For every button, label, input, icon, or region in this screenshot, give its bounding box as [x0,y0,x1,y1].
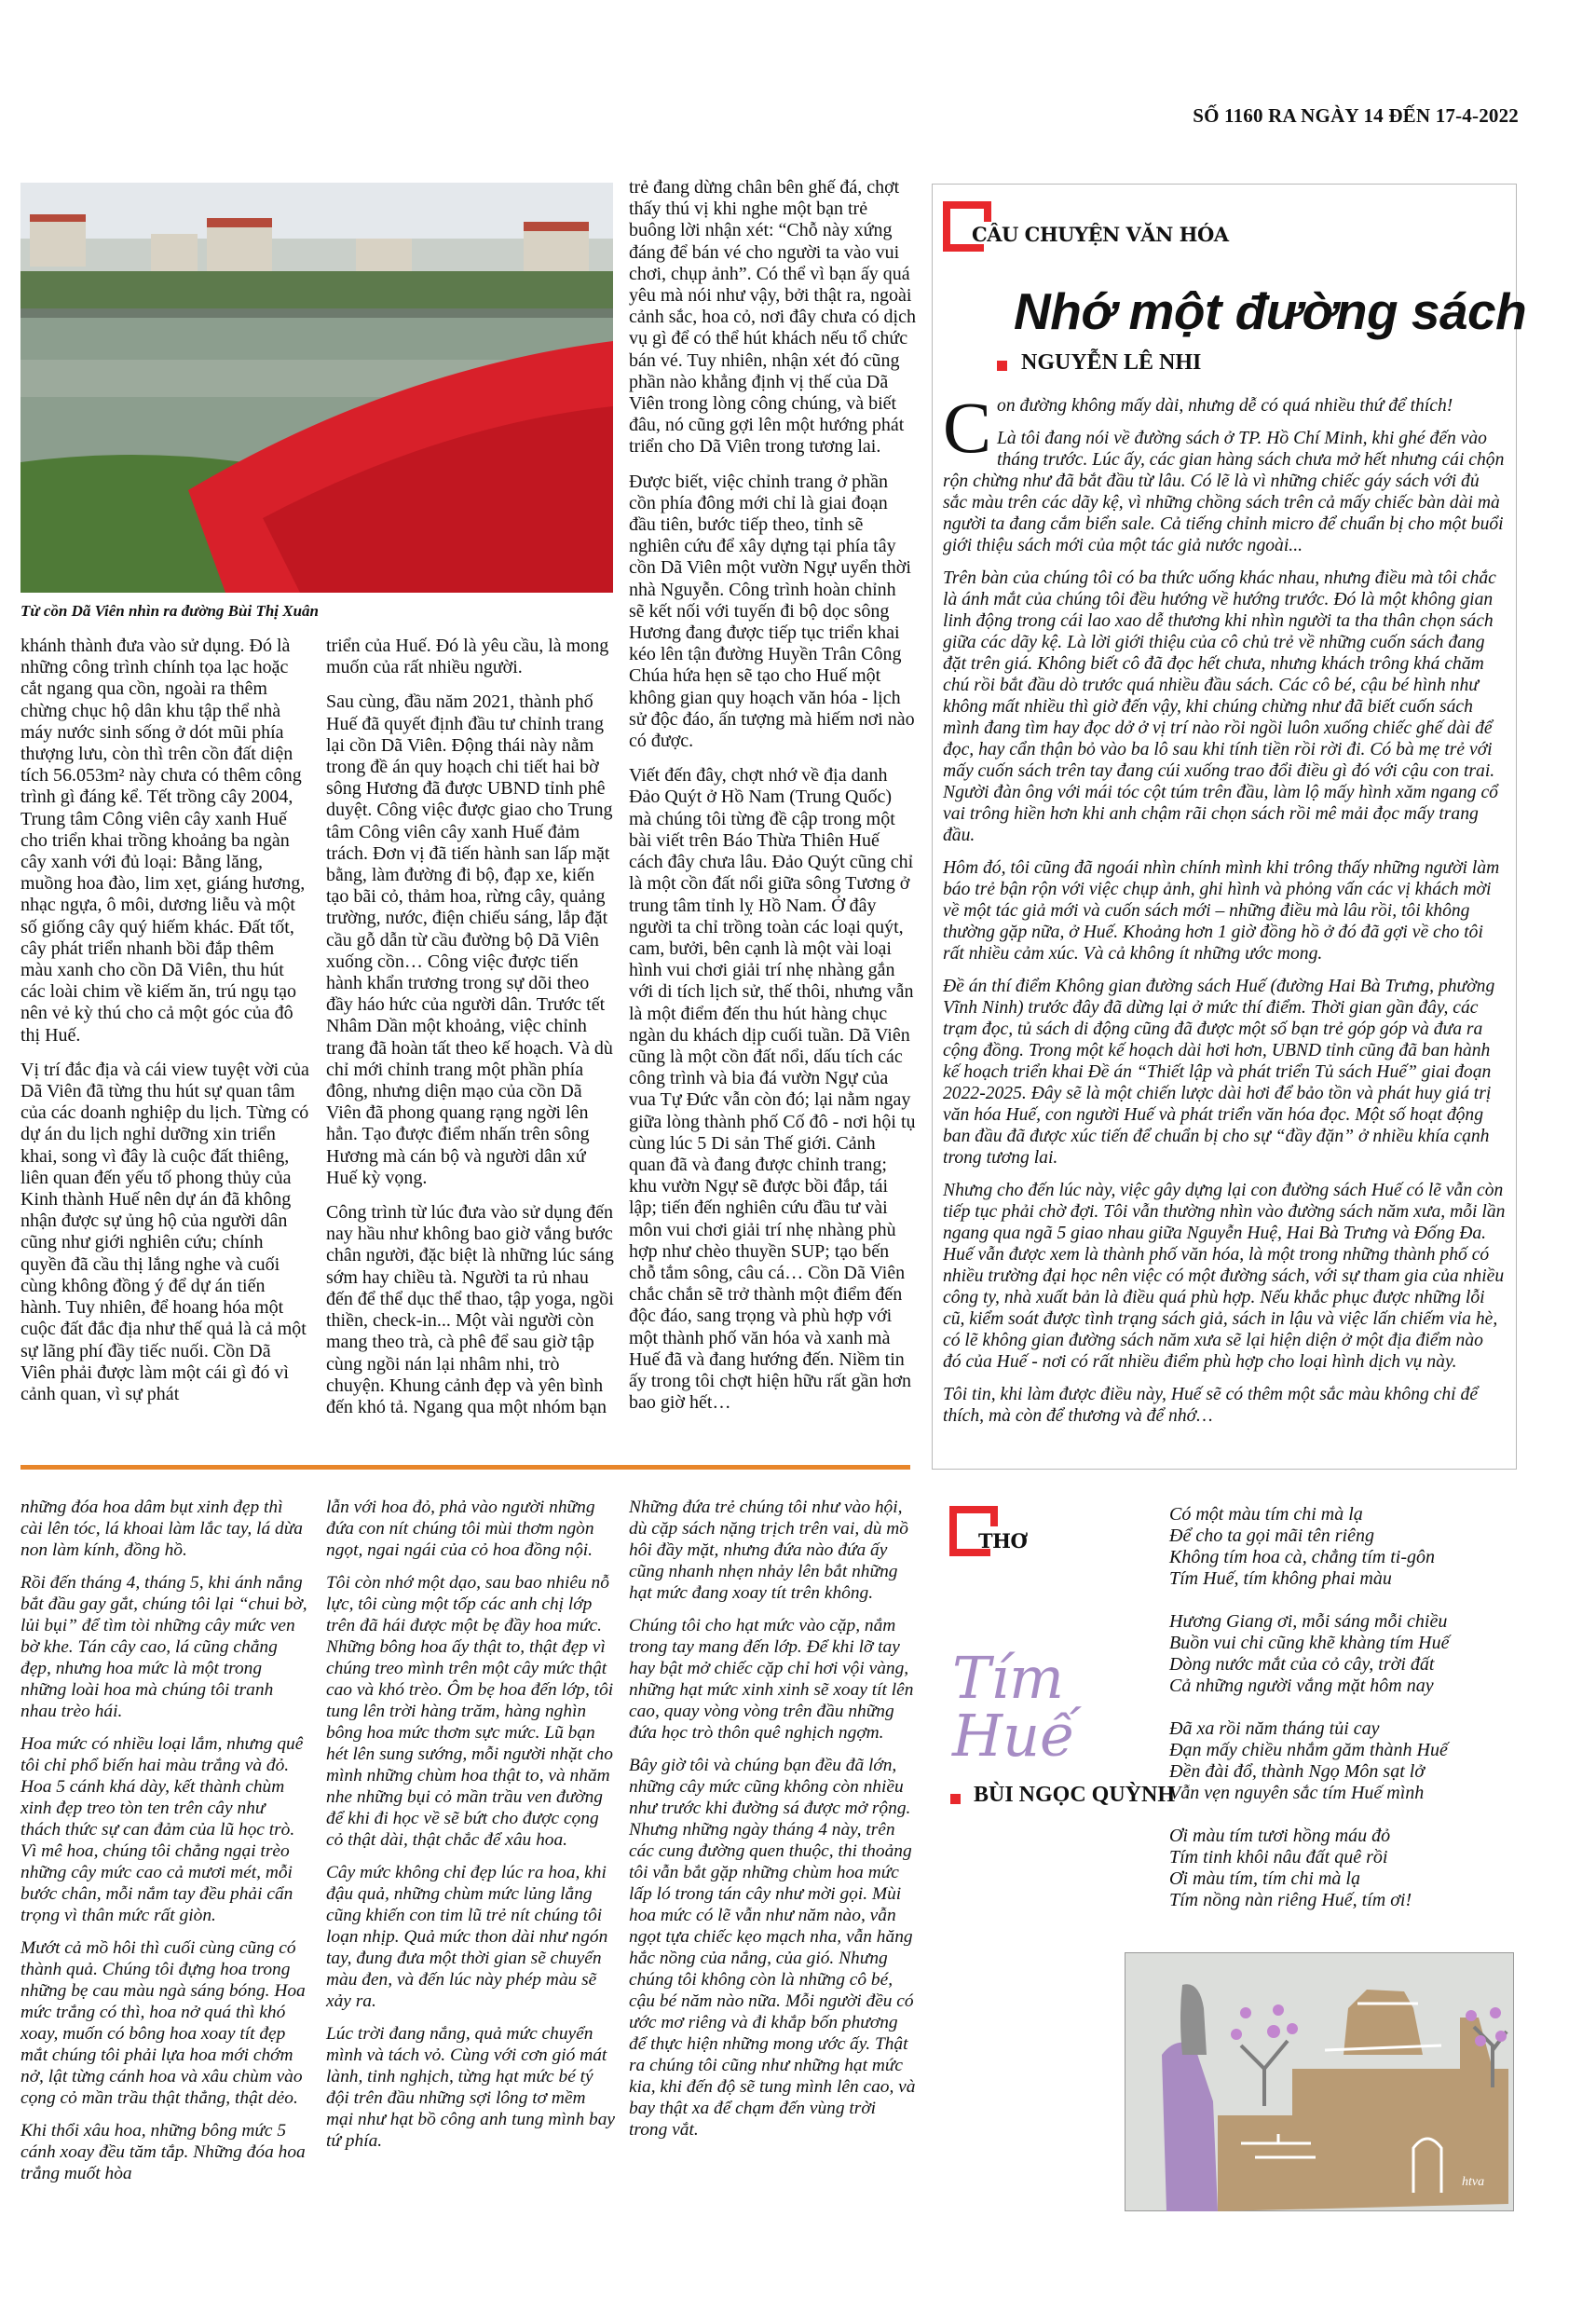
poem-line: Có một màu tím chi mà lạ [1169,1504,1363,1525]
article-column-2 [326,636,617,1431]
paragraph: triển của Huế. Đó là yêu cầu, là mong muốn của rất nhiều người. [326,636,609,678]
poem-line: Tím tinh khôi nâu đất quê rồi [1169,1847,1388,1867]
paragraph: on đường không mấy dài, nhưng dễ có quá nhiều thứ để thích! [997,396,1453,416]
byline-square-icon [997,361,1007,371]
paragraph: Tôi tin, khi làm được điều này, Huế sẽ có thêm một sắc màu không chỉ để thích, mà còn để thương và để nhớ… [943,1385,1479,1426]
issue-header: SỐ 1160 RA NGÀY 14 ĐẾN 17-4-2022 [1193,104,1519,127]
poem-line: Ơi màu tím, tím chi mà lạ [1169,1868,1360,1889]
paragraph: Chúng tôi cho hạt mức vào cặp, nắm trong tay mang đến lớp. Để khi lỡ tay hay bật mở chiếc cặp chỉ hơi vội vàng, những hạt mức xinh xinh sẽ xoay tít lên cao, quay vòng vòng trên đầu những đứa học trò thôn quê nghịch ngợm. [629,1616,914,1743]
stanza [1169,1826,1514,1911]
paragraph: Là tôi đang nói về đường sách ở TP. Hồ Chí Minh, khi ghé đến vào tháng trước. Lúc ấy, các gian hàng sách chưa mở hết nhưng cái chộn rộn chừng như đã bắt đầu từ lâu. Có lẽ là vì những chiếc gáy sách với đủ sắc màu trên các dãy kệ, vì những chồng sách trên cả mấy chiếc bàn dài mà người ta đang cắm biển sale. Cả tiếng chỉnh micro để chuẩn bị cho một buổi giới thiệu sách mới của một tác giả nước ngoài... [943,429,1505,555]
drop-cap: C [943,387,992,468]
stanza [1169,1718,1514,1804]
poem-line: Cả những người vắng mặt hôm nay [1169,1676,1434,1696]
essay-column-2 [326,1497,617,2163]
poem-title [952,1644,1076,1770]
river-photo [20,183,613,593]
poem-line: Ơi màu tím tươi hồng máu đỏ [1169,1826,1391,1846]
paragraph: trẻ đang dừng chân bên ghế đá, chợt thấy thú vị khi nghe một bạn trẻ buông lời nhận xét: “Chỗ này xứng đáng để bán vé cho người ta vào vui chơi, chụp ảnh”. Có thể vì bạn ấy quá yêu mà nói như vậy, bởi thật ra, ngoài cảnh sắc, hoa cỏ, nơi đây chưa có dịch vụ gì để có thể hút khách nếu tổ chức bán vé. Tuy nhiên, nhận xét đó cũng phần nào khẳng định vị thế của Dã Viên trong lòng công chúng, và biết đâu, nó cũng gợi lên một hướng phát triển cho Dã Viên trong tương lai. [629,177,916,458]
story-body [943,387,1506,1438]
section-kicker: CÂU CHUYỆN VĂN HÓA [972,223,1229,246]
paragraph: Sau cùng, đầu năm 2021, thành phố Huế đã quyết định đầu tư chỉnh trang lại cồn Dã Viên. Động thái này nằm trong đề án quy hoạch chi tiết hai bờ sông Hương đã được UBND tỉnh phê duyệt. Công việc được giao cho Trung tâm Công viên cây xanh Huế đảm trách. Đơn vị đã tiến hành san lấp mặt bằng, làm đường đi bộ, đạp xe, kiến tạo bãi cỏ, thảm hoa, rừng cây, quảng trường, nước, điện chiếu sáng, lắp đặt cầu gỗ dẫn từ cầu đường bộ Dã Viên xuống cồn… Công việc được tiến hành khẩn trương trong sự dõi theo đầy háo hức của người dân. Trước tết Nhâm Dần một khoảng, việc chỉnh trang đã hoàn tất theo kế hoạch. Và dù chỉ mới chỉnh trang một phần phía đông, nhưng diện mạo của cồn Dã Viên đã phong quang rạng ngời lên hẳn. Tạo được điểm nhấn trên sông Hương mà cán bộ và người dân xứ Huế kỳ vọng. [326,691,613,1188]
paragraph: Hoa mức có nhiều loại lắm, nhưng quê tôi chỉ phổ biến hai màu trắng và đỏ. Hoa 5 cánh khá dày, kết thành chùm xinh đẹp treo tòn ten trên cây như thách thức sự can đảm của lũ học trò. Vì mê hoa, chúng tôi chẳng ngại trèo những cây mức cao cả mươi mét, mỗi bước chân, mỗi nắm tay đều phải cẩn trọng vì thân mức rất giòn. [20,1734,304,1925]
paragraph: Rồi đến tháng 4, tháng 5, khi ánh nắng bắt đầu gay gắt, chúng tôi lại “chui bờ, lủi bụi” để tìm tòi những cây mức ven bờ khe. Tán cây cao, lá cũng chẳng đẹp, nhưng hoa mức là một trong những loài hoa mà chúng tôi tranh nhau trèo hái. [20,1573,307,1721]
paragraph: Được biết, việc chỉnh trang ở phần cồn phía đông mới chỉ là giai đoạn đầu tiên, bước tiếp theo, tỉnh sẽ nghiên cứu để xây dựng tại phía tây cồn Dã Viên một vườn Ngự uyển thời nhà Nguyễn. Công trình hoàn chỉnh sẽ kết nối với tuyến đi bộ dọc sông Hương đang được tiếp tục triển khai kéo lên tận đường Huyền Trân Công Chúa hứa hẹn sẽ tạo cho Huế một không gian quy hoạch văn hóa - lịch sử độc đáo, ấn tượng mà hiếm nơi nào có được. [629,471,915,752]
paragraph: Những đứa trẻ chúng tôi như vào hội, dù cặp sách nặng trịch trên vai, dù mồ hôi đầy mặt, nhưng đứa nào đứa ấy cũng nhanh nhẹn nhảy lên bắt những hạt mức đang xoay tít trên không. [629,1498,908,1603]
paragraph: Vị trí đắc địa và cái view tuyệt vời của Dã Viên đã từng thu hút sự quan tâm của các doanh nghiệp du lịch. Từng có dự án du lịch nghỉ dưỡng xin triển khai, song vì đây là cuộc đất thiêng, liên quan đến yếu tố phong thủy của Kinh thành Huế nên dự án đã không nhận được sự ủng hộ của người dân cũng như giới nghiên cứu; chính quyền đã cầu thị lắng nghe và cuối cùng không đồng ý để dự án tiến hành. Tuy nhiên, để hoang hóa một cuộc đất đắc địa như thế quả là cả một sự lãng phí đầy tiếc nuối. Cồn Dã Viên phải được làm một cái gì đó vì cảnh quan, vì sự phát [20,1059,309,1404]
paragraph: Đề án thí điểm Không gian đường sách Huế (đường Hai Bà Trưng, phường Vĩnh Ninh) trước đây đã dừng lại ở mức thí điểm. Thời gian gần đây, các trạm đọc, tủ sách di động cũng đã được một số bạn trẻ góp góp và đưa ra cộng đồng. Trong một kế hoạch dài hơi hơn, UBND tỉnh cũng đã ban hành kế hoạch triển khai Đề án “Thiết lập và phát triển Tủ sách Huế” giai đoạn 2022-2025. Đây sẽ là một chiến lược dài hơi để bảo tồn và phát huy giá trị văn hóa Huế, con người Huế và phát triển văn hóa đọc. Một số hoạt động ban đầu đã được xúc tiến để chuẩn bị cho sự “đầy đặn” ở nhiều khía cạnh trong tương lai. [943,977,1495,1168]
essay-column-1 [20,1497,307,2196]
paragraph: Tôi còn nhớ một dạo, sau bao nhiêu nỗ lực, tôi cùng một tốp các anh chị lớp trên đã hái được một bẹ đầy hoa mức. Những bông hoa ấy thật to, thật đẹp vì chúng treo mình trên một cây mức thật cao và khó trèo. Ôm bẹ hoa đến lớp, tôi tung lên trời hàng trăm, hàng nghìn bông hoa mức thơm sực mức. Lũ bạn hét lên sung sướng, mỗi người nhặt cho mình những chùm hoa thật to, và nhăm nhe những bụi cỏ mần trầu ven đường để khi đi học về sẽ bứt cho được cọng cỏ thật dài, thật chắc để xâu hoa. [326,1573,614,1850]
poem-line: Tím nồng nàn riêng Huế, tím ơi! [1169,1890,1412,1910]
poem-line: Dòng nước mắt của cỏ cây, trời đất [1169,1654,1435,1675]
section-divider [20,1465,910,1470]
story-author: NGUYỄN LÊ NHI [1021,350,1202,375]
paragraph: khánh thành đưa vào sử dụng. Đó là những công trình chính tọa lạc hoặc cắt ngang qua cồn, ngoài ra thêm chừng chục hộ dân khu tập thể nhà máy nước sinh sống ở dót mũi phía thượng lưu, còn thì trên cồn đất diện tích 56.053m² này chưa có thêm công trình gì đáng kể. Tết trồng cây 2004, Trung tâm Công viên cây xanh Huế cho triển khai trồng khoảng ba ngàn cây xanh với đủ loại: Bằng lăng, muồng hoa đào, lim xẹt, giáng hương, nhạc ngựa, ô môi, dương liễu và một số giống cây quý hiếm khác. Đất tốt, cây phát triển nhanh bồi đắp thêm màu xanh cho cồn Dã Viên, thu hút các loài chim về kiếm ăn, trú ngụ tạo nên vẻ kỳ thú cho cả một góc của đô thị Huế. [20,636,306,1046]
paragraph: Lúc trời đang nắng, quả mức chuyển mình và tách vỏ. Cùng với cơn gió mát lành, tinh nghịch, từng hạt mức bé tý đội trên đầu những sợi lông tơ mềm mại như hạt bồ công anh tung mình bay tứ phía. [326,2024,616,2151]
poem-line: Vẫn vẹn nguyên sắc tím Huế mình [1169,1783,1425,1803]
paragraph: Công trình từ lúc đưa vào sử dụng đến nay hầu như không bao giờ vắng bước chân người, đặc biệt là những lúc sáng sớm hay chiều tà. Người ta rủ nhau đến để thể dục thể thao, tập yoga, ngồi thiền, check-in... Một vài người còn mang theo trà, cà phê để sau giờ tập cùng ngồi nán lại nhâm nhi, trò chuyện. Khung cảnh đẹp và yên bình đến khó tả. Ngang qua một nhóm bạn [326,1202,614,1417]
poem-line: Hương Giang ơi, mỗi sáng mỗi chiều [1169,1611,1448,1632]
story-title: Nhớ một đường sách [1014,282,1527,340]
paragraph: Hôm đó, tôi cũng đã ngoái nhìn chính mình khi trông thấy những người làm báo trẻ bận rộn với việc chụp ảnh, ghi hình và phỏng vấn các vị khách mời về một tác giả mới và cuốn sách mới – những điều mà lâu rồi, tôi không thường gặp nữa, ở Huế. Khoảng hơn 1 giờ đồng hồ ở đó đã gợi về cho tôi rất nhiều cảm xúc. Và cả không ít những ước mong. [943,858,1500,964]
paragraph: Trên bàn của chúng tôi có ba thức uống khác nhau, nhưng điều mà tôi chắc là ánh mắt của chúng tôi đều hướng về hướng trước. Đó là một không gian linh động trong cái lao xao dễ thương khi nhìn người ta tha thân chọn sách giữa các dãy kệ. Là lời giới thiệu của cô chủ trẻ về những cuốn sách đang đặt trên giá. Không biết cô đã đọc hết chưa, nhưng khách trông khá chăm chú rồi bắt đầu dò trước quá nhiều đầu sách. Các cô bé, cậu bé hình như không mất nhiều thì giờ đến vậy, khi chúng chừng như đã biết cuốn sách mình đang tìm hay đọc dở ở vị trí nào rồi ngồi luôn xuống chiếc ghế dài để đọc, hay cẩn thận bỏ vào ba lô sau khi tính tiền rồi rời đi. Có bà mẹ trẻ với mấy cuốn sách trên tay đang cúi xuống trao đổi điều gì đó với cậu con trai. Người đàn ông với mái tóc cột túm trên đầu, làm lộ mấy hình xăm ngang cổ vai trông hiền hơn khi anh chậm rãi chọn sách rồi mê mải đọc mấy trang đầu. [943,568,1498,845]
photo-caption: Từ cồn Dã Viên nhìn ra đường Bùi Thị Xuân [20,602,320,620]
paragraph: lẫn với hoa đỏ, phả vào người những đứa con nít chúng tôi mùi thơm ngòn ngọt, ngai ngái của cỏ hoa đồng nội. [326,1498,595,1560]
poem-title-line: Huế [952,1702,1076,1770]
poem-line: Không tím hoa cà, chẳng tím ti-gôn [1169,1547,1435,1567]
byline-square-icon [950,1794,961,1804]
paragraph: Cây mức không chỉ đẹp lúc ra hoa, khi đậu quả, những chùm mức lủng lẳng cũng khiến con tim lũ trẻ nít chúng tôi loạn nhịp. Quả mức thon dài như ngón tay, đung đưa một thời gian sẽ chuyển màu đen, và đến lúc này phép màu sẽ xảy ra. [326,1863,608,2011]
paragraph: Khi thổi xâu hoa, những bông mức 5 cánh xoay đều tăm tắp. Những đóa hoa trắng muốt hòa [20,2121,306,2183]
article-column-1 [20,636,309,1418]
poem-line: Đạn mấy chiều nhắm găm thành Huế [1169,1740,1448,1760]
poem-author: BÙI NGỌC QUỲNH [974,1783,1176,1807]
poem-line: Buồn vui chi cũng khẽ khàng tím Huế [1169,1633,1450,1653]
poem-line: Tím Huế, tím không phai màu [1169,1568,1392,1589]
paragraph: Mướt cả mồ hôi thì cuối cùng cũng có thành quả. Chúng tôi đựng hoa trong những bẹ cau màu ngà sáng bóng. Hoa mức trắng có thì, hoa nở quá thì khó xoay, muốn có bông hoa xoay tít đẹp mắt chúng tôi phải lựa hoa mới chớm nở, lật từng cánh hoa và xâu chùm vào cọng cỏ mần trầu thật thẳng, thật dẻo. [20,1938,306,2108]
poem-line: Đã xa rồi năm tháng tủi cay [1169,1718,1380,1739]
paragraph: những đóa hoa dâm bụt xinh đẹp thì cài lên tóc, lá khoai làm lắc tay, lá dừa non làm kính, đồng hồ. [20,1498,303,1560]
illustration-signature: htva [1462,2175,1485,2189]
paragraph: Nhưng cho đến lúc này, việc gây dựng lại con đường sách Huế có lẽ vẫn còn tiếp tục phải chờ đợi. Tôi vẫn thường nhìn vào đường sách năm xưa, mỗi lần ngang qua ngã 5 giao nhau giữa Nguyễn Huệ, Hai Bà Trưng và Đống Đa. Huế vẫn được xem là thành phố văn hóa, là một trong những thành phố có nhiều trường đại học nên việc có một đường sách, với sự tham gia của nhiều công ty, nhà xuất bản là điều quá phù hợp. Nếu khắc phục được những lỗi cũ, kiểm soát được tình trạng sách giả, sách in lậu và việc lấn chiếm vỉa hè, có lẽ không gian đường sách năm xưa sẽ lại hiện diện ở một địa điểm nào đó của Huế - nơi có rất nhiều điểm phù hợp cho loại hình dịch vụ này. [943,1181,1506,1372]
poem-title-line: Tím [952,1644,1064,1712]
poem-illustration [1125,1952,1514,2211]
article-column-3 [629,177,916,1427]
poem-line: Đền đài đổ, thành Ngọ Môn sạt lở [1169,1761,1425,1782]
poem-section-label: THƠ [978,1529,1028,1553]
essay-column-3 [629,1497,916,2152]
poem-line: Để cho ta gọi mãi tên riêng [1169,1525,1374,1546]
paragraph: Viết đến đây, chợt nhớ về địa danh Đảo Quýt ở Hồ Nam (Trung Quốc) mà chúng tôi từng đề cập trong một bài viết trên Báo Thừa Thiên Huế cách đây chưa lâu. Đảo Quýt cũng chỉ là một cồn đất nổi giữa sông Tương ở trung tâm tỉnh lỵ Hồ Nam. Ở đây người ta chỉ trồng toàn các loại quýt, cam, bưởi, bên cạnh là một vài loại hình vui chơi giải trí nhẹ nhàng gắn với di tích lịch sử, thế thôi, nhưng vẫn là một điểm đến thu hút hàng chục ngàn du khách dịp cuối tuần. Dã Viên cũng là một cồn đất nổi, dấu tích các công trình và bia đá vườn Ngự của vua Tự Đức vẫn còn đó; lại nằm ngay giữa lòng thành phố Cố đô - nơi hội tụ cùng lúc 5 Di sản Thế giới. Cảnh quan đã và đang được chỉnh trang; khu vườn Ngự sẽ được bồi đắp, tái lập; tiến đến nghiên cứu đầu tư vài môn vui chơi giải trí nhẹ nhàng phù hợp như chèo thuyền SUP; tạo bến chỗ tắm sông, câu cá… Cồn Dã Viên chắc chắn sẽ trở thành một điểm đến độc đáo, sang trọng và phù hợp với một thành phố văn hóa và xanh mà Huế đã và đang hướng đến. Niềm tin ấy trong tôi chợt hiện hữu rất gần hơn bao giờ hết… [629,765,916,1414]
stanza [1169,1504,1514,1590]
paragraph: Bây giờ tôi và chúng bạn đều đã lớn, những cây mức cũng không còn nhiều như trước khi đường sá được mở rộng. Nhưng những ngày tháng 4 này, trên các cung đường quen thuộc, thi thoảng tôi vẫn bắt gặp những chùm hoa mức lấp ló trong tán cây như mời gọi. Mùi hoa mức có lẽ vẫn như năm nào, vẫn ngọt tựa chiếc kẹo mạch nha, vẫn hăng hắc nồng của nắng, của gió. Nhưng chúng tôi không còn là những cô bé, cậu bé năm nào nữa. Mỗi người đều có ước mơ riêng và đi khắp bốn phương để thực hiện những mong ước ấy. Thật ra chúng tôi cũng như những hạt mức kia, khi đến độ sẽ tung mình lên cao, và bay thật xa để chạm đến vùng trời trong vắt. [629,1756,916,2140]
poem-body [1169,1504,1514,1933]
stanza [1169,1611,1514,1697]
